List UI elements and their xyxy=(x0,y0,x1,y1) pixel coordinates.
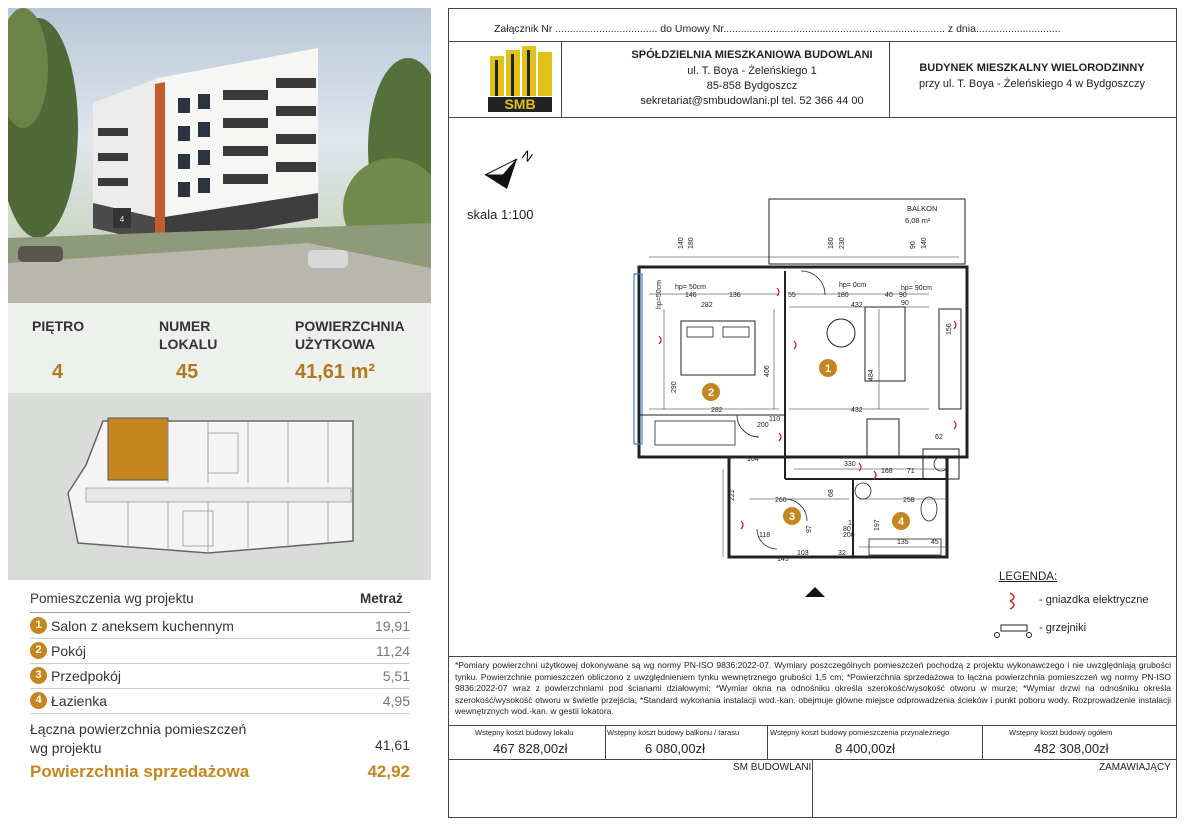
socket-legend-icon xyxy=(1007,591,1021,611)
plan-room-2-badge: 2 xyxy=(707,387,715,399)
svg-text:135: 135 xyxy=(897,539,909,546)
room-row xyxy=(30,664,410,689)
north-label: N xyxy=(519,147,536,165)
coop-contact: sekretariat@smbudowlani.pl tel. 52 366 44 00 xyxy=(640,95,864,107)
area-label-line-1: POWIERZCHNIA xyxy=(295,318,405,334)
total-area-value: 41,61 xyxy=(374,737,410,753)
coop-street: ul. T. Boya - Żeleńskiego 1 xyxy=(687,65,817,77)
cost-value-balcony: 6 080,00zł xyxy=(645,741,705,756)
scale-label: skala 1:100 xyxy=(467,207,534,222)
svg-text:146: 146 xyxy=(685,292,697,299)
svg-text:68: 68 xyxy=(828,489,835,497)
annex-header-line: Załącznik Nr ................................... do Umowy Nr............................................................................ z dnia............................. xyxy=(494,23,1061,35)
floor-plan-drawing xyxy=(449,9,1178,609)
plan-room-4-badge: 4 xyxy=(897,516,905,528)
room-row xyxy=(30,639,410,664)
svg-text:90: 90 xyxy=(910,241,917,249)
balcony-label: BALKON xyxy=(907,204,938,213)
building-photo xyxy=(8,8,431,303)
plan-room-1-badge: 1 xyxy=(824,363,832,375)
svg-text:hp=50cm: hp=50cm xyxy=(656,280,663,309)
cost-value-unit: 467 828,00zł xyxy=(493,741,568,756)
unit-value: 45 xyxy=(176,361,199,383)
room-name: Łazienka xyxy=(51,693,108,709)
rooms-header-area: Metraż xyxy=(360,591,403,606)
building-render-image xyxy=(8,8,431,303)
room-row xyxy=(30,689,410,714)
costs-top-divider xyxy=(449,725,1176,726)
room-area: 4,95 xyxy=(382,693,410,709)
left-panel xyxy=(8,8,431,818)
svg-text:282: 282 xyxy=(711,407,723,414)
unit-label-line-2: LOKALU xyxy=(159,336,218,352)
entrance-sign: 4 xyxy=(119,215,125,224)
entrance-marker-icon xyxy=(805,587,825,597)
legend-title: LEGENDA: xyxy=(999,571,1058,583)
svg-text:71: 71 xyxy=(907,468,915,475)
rooms-header-divider xyxy=(30,612,410,613)
svg-text:145: 145 xyxy=(777,556,789,563)
svg-text:55: 55 xyxy=(788,292,796,299)
sale-area-label: Powierzchnia sprzedażowa xyxy=(30,762,250,781)
radiator-legend-icon xyxy=(993,621,1035,641)
rooms-table xyxy=(8,580,431,818)
cost-label-storage: Wstępny koszt budowy pomieszczenia przynależnego xyxy=(770,728,950,737)
svg-text:221: 221 xyxy=(729,489,736,501)
footnote-text: *Pomiary powierzchni użytkowej dokonywane są wg normy PN-ISO 9836:2022-07. Wymiary poszczególnych pomieszczeń pochodzą z projektu wykonawczego i nie uwzględniają grubości tynku. Powierzchnie pomieszczeń obliczono z uwzględnieniem tynku wewnętrznego grubości 1,5 cm; *Powierzchnia sprzedażowa to łączna powierzchnia pomieszczeń wg normy PN-ISO 9836:2022-07 wraz z powierzchniami pod ścianami działowymi; *Wymiar okna na odnośniku określa szerokość/wysokość otworu w murze; *Wymiar drzwi na odnośniku określa szerokość/wysokość otworu w świetle przejścia; *Standard wykonania instalacji wod.-kan. obejmuje główne miejsce odprowadzenia ścieków i punkt poboru wody. Rozprowadzenie instalacji wewnętrznych wod.-kan. w gestii lokatora. xyxy=(455,660,1171,716)
svg-text:282: 282 xyxy=(701,302,713,309)
svg-text:136: 136 xyxy=(729,292,741,299)
svg-text:103: 103 xyxy=(797,550,809,557)
svg-text:62: 62 xyxy=(935,434,943,441)
area-label xyxy=(295,317,405,353)
svg-text:45: 45 xyxy=(931,539,939,546)
svg-text:230: 230 xyxy=(839,237,846,249)
signature-divider xyxy=(812,759,813,817)
coop-city: 85-858 Bydgoszcz xyxy=(706,80,798,92)
svg-text:104: 104 xyxy=(747,456,759,463)
svg-text:32: 32 xyxy=(838,550,846,557)
key-plan-drawing xyxy=(8,393,431,580)
svg-text:110: 110 xyxy=(769,416,781,423)
area-value: 41,61 m² xyxy=(295,361,376,383)
svg-text:hp= 50cm: hp= 50cm xyxy=(675,284,706,291)
coop-name: SPÓŁDZIELNIA MIESZKANIOWA BUDOWLANI xyxy=(631,49,873,61)
svg-text:140: 140 xyxy=(678,237,685,249)
cost-divider-1 xyxy=(605,725,606,759)
floor-value: 4 xyxy=(52,361,64,383)
svg-text:1: 1 xyxy=(848,520,852,527)
room-name: Pokój xyxy=(51,643,87,659)
balcony-area: 6,08 m² xyxy=(905,216,931,225)
signature-right-label: ZAMAWIAJĄCY xyxy=(1099,762,1171,773)
floor-key-plan xyxy=(8,393,431,580)
room-number-badge: 3 xyxy=(30,667,47,684)
svg-text:200: 200 xyxy=(757,422,769,429)
cost-label-balcony: Wstępny koszt budowy balkonu / tarasu xyxy=(607,728,740,737)
svg-text:266: 266 xyxy=(775,497,787,504)
svg-text:484: 484 xyxy=(868,369,875,381)
svg-text:406: 406 xyxy=(764,365,771,377)
footnote-top-divider xyxy=(449,656,1176,657)
room-area: 11,24 xyxy=(376,643,410,659)
svg-text:432: 432 xyxy=(851,407,863,414)
svg-text:180: 180 xyxy=(837,292,849,299)
svg-text:80: 80 xyxy=(843,526,851,533)
unit-label-line-1: NUMER xyxy=(159,318,211,334)
cost-divider-2 xyxy=(767,725,768,759)
apartment-stats xyxy=(8,303,431,393)
rooms-header-name: Pomieszczenia wg projektu xyxy=(30,591,194,606)
svg-text:180: 180 xyxy=(828,237,835,249)
total-area-label-line-2: wg projektu xyxy=(30,740,102,756)
room-name: Salon z aneksem kuchennym xyxy=(51,618,234,634)
svg-text:hp= 0cm: hp= 0cm xyxy=(839,282,867,289)
building-title: BUDYNEK MIESZKALNY WIELORODZINNY xyxy=(919,62,1145,74)
room-row xyxy=(30,614,410,639)
cost-divider-3 xyxy=(982,725,983,759)
building-address: przy ul. T. Boya - Żeleńskiego 4 w Bydgoszczy xyxy=(918,78,1145,90)
svg-text:hp= 90cm: hp= 90cm xyxy=(901,285,932,292)
signature-left-label: SM BUDOWLANI xyxy=(733,762,812,773)
svg-text:290: 290 xyxy=(671,381,678,393)
svg-text:90: 90 xyxy=(899,292,907,299)
svg-text:90: 90 xyxy=(901,300,909,307)
cost-value-total: 482 308,00zł xyxy=(1034,741,1109,756)
svg-text:180: 180 xyxy=(688,237,695,249)
svg-text:258: 258 xyxy=(903,497,915,504)
cost-label-total: Wstępny koszt budowy ogółem xyxy=(1009,728,1113,737)
svg-text:40: 40 xyxy=(885,292,893,299)
room-number-badge: 1 xyxy=(30,617,47,634)
unit-label xyxy=(159,317,217,353)
total-area-label xyxy=(30,720,246,758)
legend-socket-label: - gniazdka elektryczne xyxy=(1039,594,1149,606)
svg-text:156: 156 xyxy=(946,323,953,335)
cost-label-unit: Wstępny koszt budowy lokalu xyxy=(475,728,574,737)
svg-text:330: 330 xyxy=(844,461,856,468)
room-area: 19,91 xyxy=(374,618,410,634)
svg-text:118: 118 xyxy=(759,532,771,539)
legend-radiator-label: - grzejniki xyxy=(1039,622,1087,634)
sale-area-value: 42,92 xyxy=(367,762,410,781)
room-area: 5,51 xyxy=(382,668,410,684)
svg-text:197: 197 xyxy=(874,519,881,531)
room-number-badge: 4 xyxy=(30,692,47,709)
logo-text: SMB xyxy=(504,96,536,112)
svg-text:200: 200 xyxy=(843,532,855,539)
cost-value-storage: 8 400,00zł xyxy=(835,741,895,756)
room-number-badge: 2 xyxy=(30,642,47,659)
svg-text:432: 432 xyxy=(851,302,863,309)
floor-plan-sheet xyxy=(448,8,1177,818)
svg-text:168: 168 xyxy=(881,468,893,475)
area-label-line-2: UŻYTKOWA xyxy=(295,336,376,352)
svg-text:97: 97 xyxy=(806,525,813,533)
plan-room-3-badge: 3 xyxy=(788,511,796,523)
svg-text:140: 140 xyxy=(921,237,928,249)
room-name: Przedpokój xyxy=(51,668,122,684)
floor-label: PIĘTRO xyxy=(32,318,85,334)
total-area-label-line-1: Łączna powierzchnia pomieszczeń xyxy=(30,721,247,737)
